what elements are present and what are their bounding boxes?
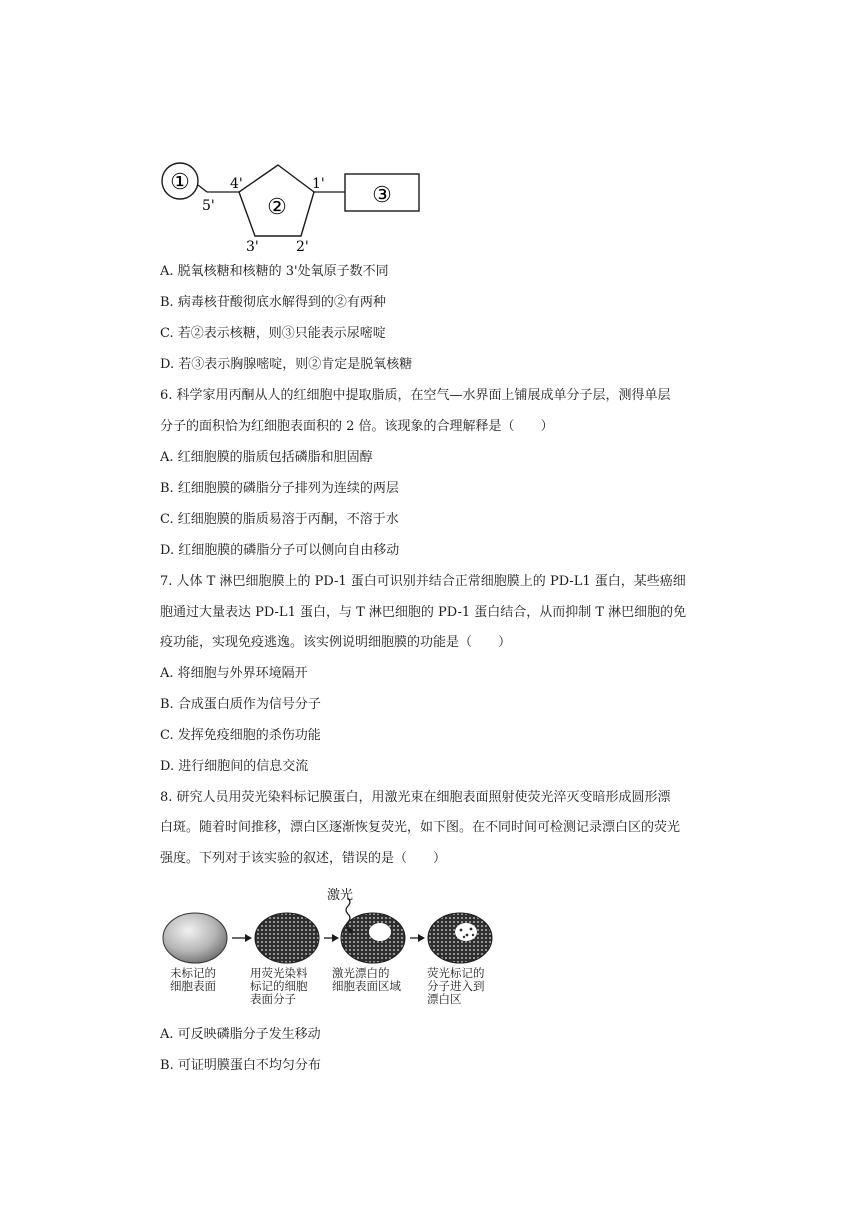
- recovery-dot: [466, 934, 469, 937]
- sugar-label: ②: [267, 195, 287, 220]
- carbon-5-label: 5': [202, 198, 215, 214]
- cell-labeled: [255, 913, 319, 963]
- phosphate-label: ①: [170, 170, 190, 195]
- q6-stem-line1: 6. 科学家用丙酮从人的红细胞中提取脂质，在空气—水界面上铺展成单分子层，测得单层: [160, 388, 671, 403]
- q7-option-d: D. 进行细胞间的信息交流: [160, 759, 309, 774]
- laser-label: 激光: [327, 888, 354, 903]
- q5-option-c: C. 若②表示核糖，则③只能表示尿嘧啶: [160, 326, 386, 341]
- arrow-2-head: [332, 934, 339, 942]
- arrow-1-head: [245, 934, 252, 942]
- caption-bleached: 激光漂白的 细胞表面区域: [332, 966, 401, 993]
- caption-unlabeled: 未标记的 细胞表面: [170, 966, 216, 993]
- q8-stem-line1: 8. 研究人员用荧光染料标记膜蛋白，用激光束在细胞表面照射使荧光淬灭变暗形成圆形漂: [160, 790, 671, 805]
- recovering-spot: [455, 923, 477, 941]
- q7-stem-line3: 疫功能，实现免疫逃逸。该实例说明细胞膜的功能是（ ）: [160, 635, 512, 650]
- q6-option-a: A. 红细胞膜的脂质包括磷脂和胆固醇: [160, 450, 373, 465]
- carbon-1-label: 1': [312, 176, 325, 192]
- carbon-2-label: 2': [296, 239, 309, 255]
- q6-option-b: B. 红细胞膜的磷脂分子排列为连续的两层: [160, 481, 399, 496]
- q7-stem-line2: 胞通过大量表达 PD-L1 蛋白，与 T 淋巴细胞的 PD-1 蛋白结合，从而抑制 T 淋巴细胞的免: [160, 605, 687, 620]
- bond-phosphate: [198, 185, 207, 192]
- nucleotide-diagram: [155, 158, 435, 258]
- q8-option-b: B. 可证明膜蛋白不均匀分布: [160, 1058, 321, 1073]
- q7-option-c: C. 发挥免疫细胞的杀伤功能: [160, 728, 321, 743]
- cell-unlabeled: [163, 913, 227, 963]
- arrow-3-head: [418, 934, 425, 942]
- q8-option-a: A. 可反映磷脂分子发生移动: [160, 1027, 321, 1042]
- recovery-dot: [460, 929, 463, 932]
- recovery-dot: [463, 936, 465, 938]
- q7-option-a: A. 将细胞与外界环境隔开: [160, 666, 308, 681]
- q5-option-a: A. 脱氧核糖和核糖的 3'处氧原子数不同: [160, 264, 389, 279]
- carbon-3-label: 3': [246, 239, 259, 255]
- bleached-spot: [369, 923, 391, 941]
- q6-option-c: C. 红细胞膜的脂质易溶于丙酮，不溶于水: [160, 512, 399, 527]
- q8-stem-line2: 白斑。随着时间推移，漂白区逐渐恢复荧光，如下图。在不同时间可检测记录漂白区的荧光: [160, 820, 681, 835]
- q6-stem-line2: 分子的面积恰为红细胞表面积的 2 倍。该现象的合理解释是（ ）: [160, 419, 554, 434]
- q6-option-d: D. 红细胞膜的磷脂分子可以侧向自由移动: [160, 543, 400, 558]
- q7-stem-line1: 7. 人体 T 淋巴细胞膜上的 PD-1 蛋白可识别并结合正常细胞膜上的 PD-L1 蛋白，某些癌细: [160, 574, 686, 589]
- caption-recovered: 荧光标记的 分子进入到 漂白区: [427, 966, 485, 1006]
- base-label: ③: [372, 183, 392, 208]
- q8-stem-line3: 强度。下列对于该实验的叙述，错误的是（ ）: [160, 851, 447, 866]
- caption-labeled: 用荧光染料 标记的细胞 表面分子: [250, 966, 308, 1006]
- recovery-dot: [472, 934, 474, 936]
- recovery-dot: [470, 928, 473, 931]
- q7-option-b: B. 合成蛋白质作为信号分子: [160, 697, 321, 712]
- q5-option-b: B. 病毒核苷酸彻底水解得到的②有两种: [160, 295, 386, 310]
- carbon-4-label: 4': [230, 176, 243, 192]
- q5-option-d: D. 若③表示胸腺嘧啶，则②肯定是脱氧核糖: [160, 357, 413, 372]
